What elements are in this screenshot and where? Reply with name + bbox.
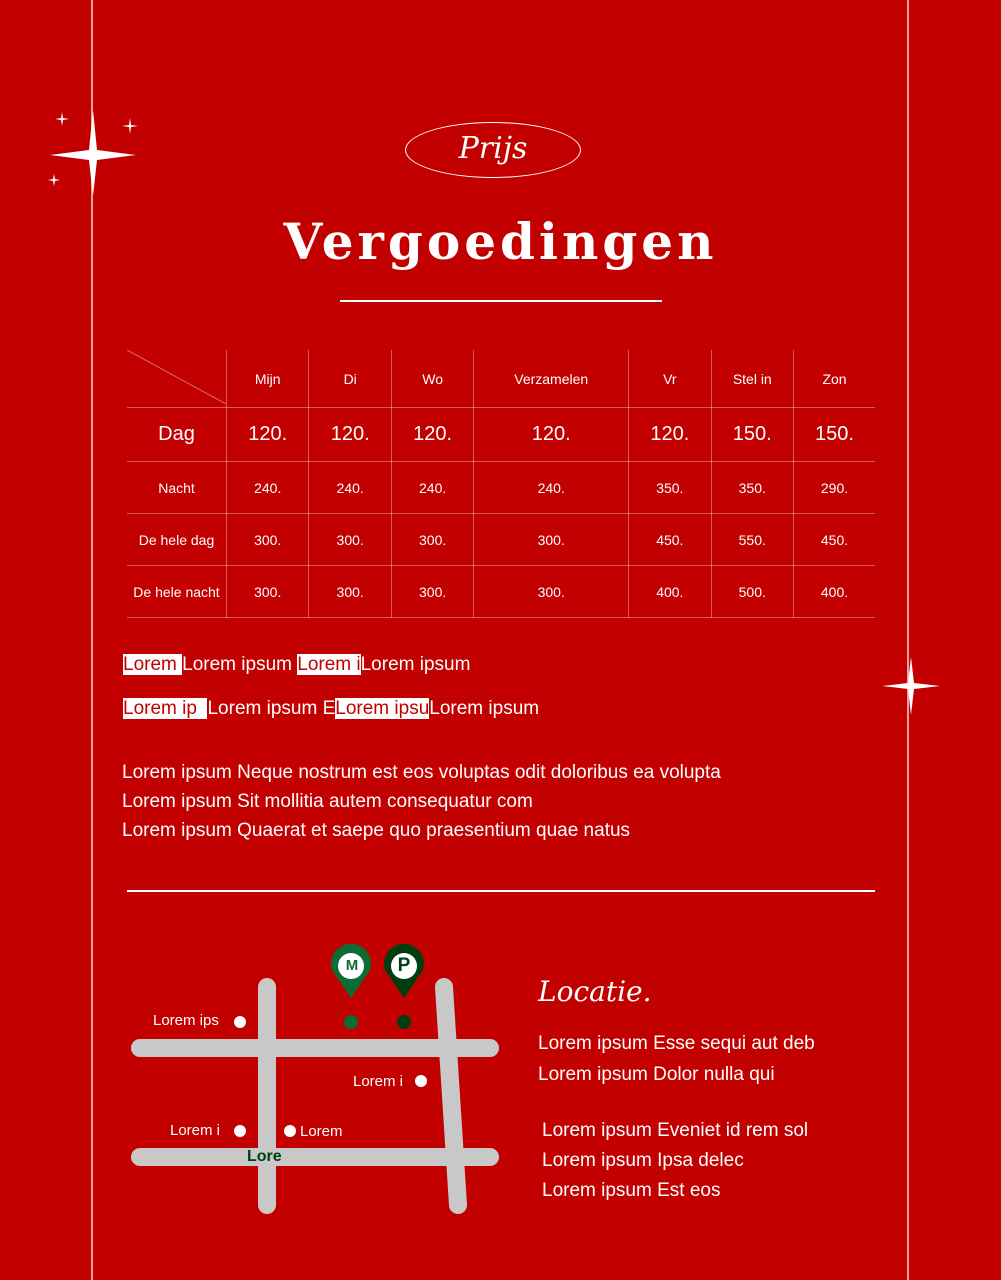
cell: 240. <box>227 462 309 514</box>
price-badge: Prijs <box>405 122 581 178</box>
highlight-line <box>123 651 470 679</box>
cell: 240. <box>474 462 629 514</box>
divider <box>127 890 875 892</box>
sparkle-icon <box>880 655 942 717</box>
map-label: Lorem i <box>170 1122 221 1139</box>
cell: 300. <box>474 514 629 566</box>
row-label: De hele dag <box>127 514 227 566</box>
cell: 350. <box>711 462 793 514</box>
price-table <box>127 350 875 618</box>
page-title: Vergoedingen <box>283 212 718 271</box>
location-lead <box>538 1028 815 1090</box>
table-row <box>127 514 875 566</box>
cell: 120. <box>629 408 711 462</box>
border-line-right <box>907 0 909 1280</box>
paragraph <box>122 758 721 845</box>
street-label: Lore <box>247 1148 282 1165</box>
text: Lorem ipsum <box>182 654 298 675</box>
table-row <box>127 566 875 618</box>
header-cell: Mijn <box>227 350 309 408</box>
cell: 300. <box>309 514 391 566</box>
location-line: Lorem ipsum Esse sequi aut deb <box>538 1033 815 1054</box>
map-label: Lorem <box>300 1123 343 1140</box>
cell: 450. <box>629 514 711 566</box>
text: Lorem ipsum <box>360 654 471 675</box>
cell: 120. <box>474 408 629 462</box>
cell: 300. <box>227 566 309 618</box>
parking-pin-label: P <box>397 955 411 976</box>
cell: 150. <box>794 408 876 462</box>
cell: 300. <box>474 566 629 618</box>
row-label: De hele nacht <box>127 566 227 618</box>
cell: 400. <box>794 566 876 618</box>
header-cell: Di <box>309 350 391 408</box>
cell: 120. <box>309 408 391 462</box>
map-illustration <box>120 940 520 1220</box>
text: Lorem ipsum E <box>207 698 336 719</box>
metro-pin-label: M <box>345 957 359 974</box>
cell: 300. <box>309 566 391 618</box>
cell: 450. <box>794 514 876 566</box>
map-label: Lorem i <box>353 1073 404 1090</box>
cell: 500. <box>711 566 793 618</box>
location-line: Lorem ipsum Dolor nulla qui <box>538 1064 775 1085</box>
paragraph-line: Lorem ipsum Sit mollitia autem consequatur com <box>122 791 533 812</box>
header-cell: Stel in <box>711 350 793 408</box>
cell: 550. <box>711 514 793 566</box>
cell: 350. <box>629 462 711 514</box>
header-cell: Wo <box>391 350 473 408</box>
cell: 240. <box>309 462 391 514</box>
row-label: Dag <box>127 408 227 462</box>
paragraph-line: Lorem ipsum Neque nostrum est eos voluptas odit doloribus ea volupta <box>122 762 721 783</box>
header-cell: Zon <box>794 350 876 408</box>
header-cell: Verzamelen <box>474 350 629 408</box>
table-row <box>127 408 875 462</box>
header-cell: Vr <box>629 350 711 408</box>
cell: 120. <box>391 408 473 462</box>
cell: 300. <box>391 514 473 566</box>
cell: 300. <box>227 514 309 566</box>
cell: 240. <box>391 462 473 514</box>
highlight: Lorem <box>123 654 183 675</box>
highlight: Lorem i <box>297 654 361 675</box>
cell: 290. <box>794 462 876 514</box>
location-title: Locatie. <box>538 975 652 1008</box>
paragraph-line: Lorem ipsum Quaerat et saepe quo praesentium quae natus <box>122 820 631 841</box>
cell: 150. <box>711 408 793 462</box>
divider <box>340 300 662 302</box>
text: Lorem ipsum <box>429 698 540 719</box>
highlight: Lorem ipsu <box>335 698 430 719</box>
highlight-line <box>123 695 539 723</box>
table-row <box>127 462 875 514</box>
cell: 300. <box>391 566 473 618</box>
highlight: Lorem ip <box>123 698 208 719</box>
location-details <box>542 1116 808 1206</box>
cell: 120. <box>227 408 309 462</box>
row-label: Nacht <box>127 462 227 514</box>
location-line: Lorem ipsum Eveniet id rem sol <box>542 1120 809 1141</box>
map-label: Lorem ips <box>153 1012 219 1029</box>
sparkle-icon <box>48 108 138 198</box>
location-line: Lorem ipsum Est eos <box>542 1180 721 1201</box>
location-line: Lorem ipsum Ipsa delec <box>542 1150 744 1171</box>
corner-cell <box>127 350 227 408</box>
cell: 400. <box>629 566 711 618</box>
